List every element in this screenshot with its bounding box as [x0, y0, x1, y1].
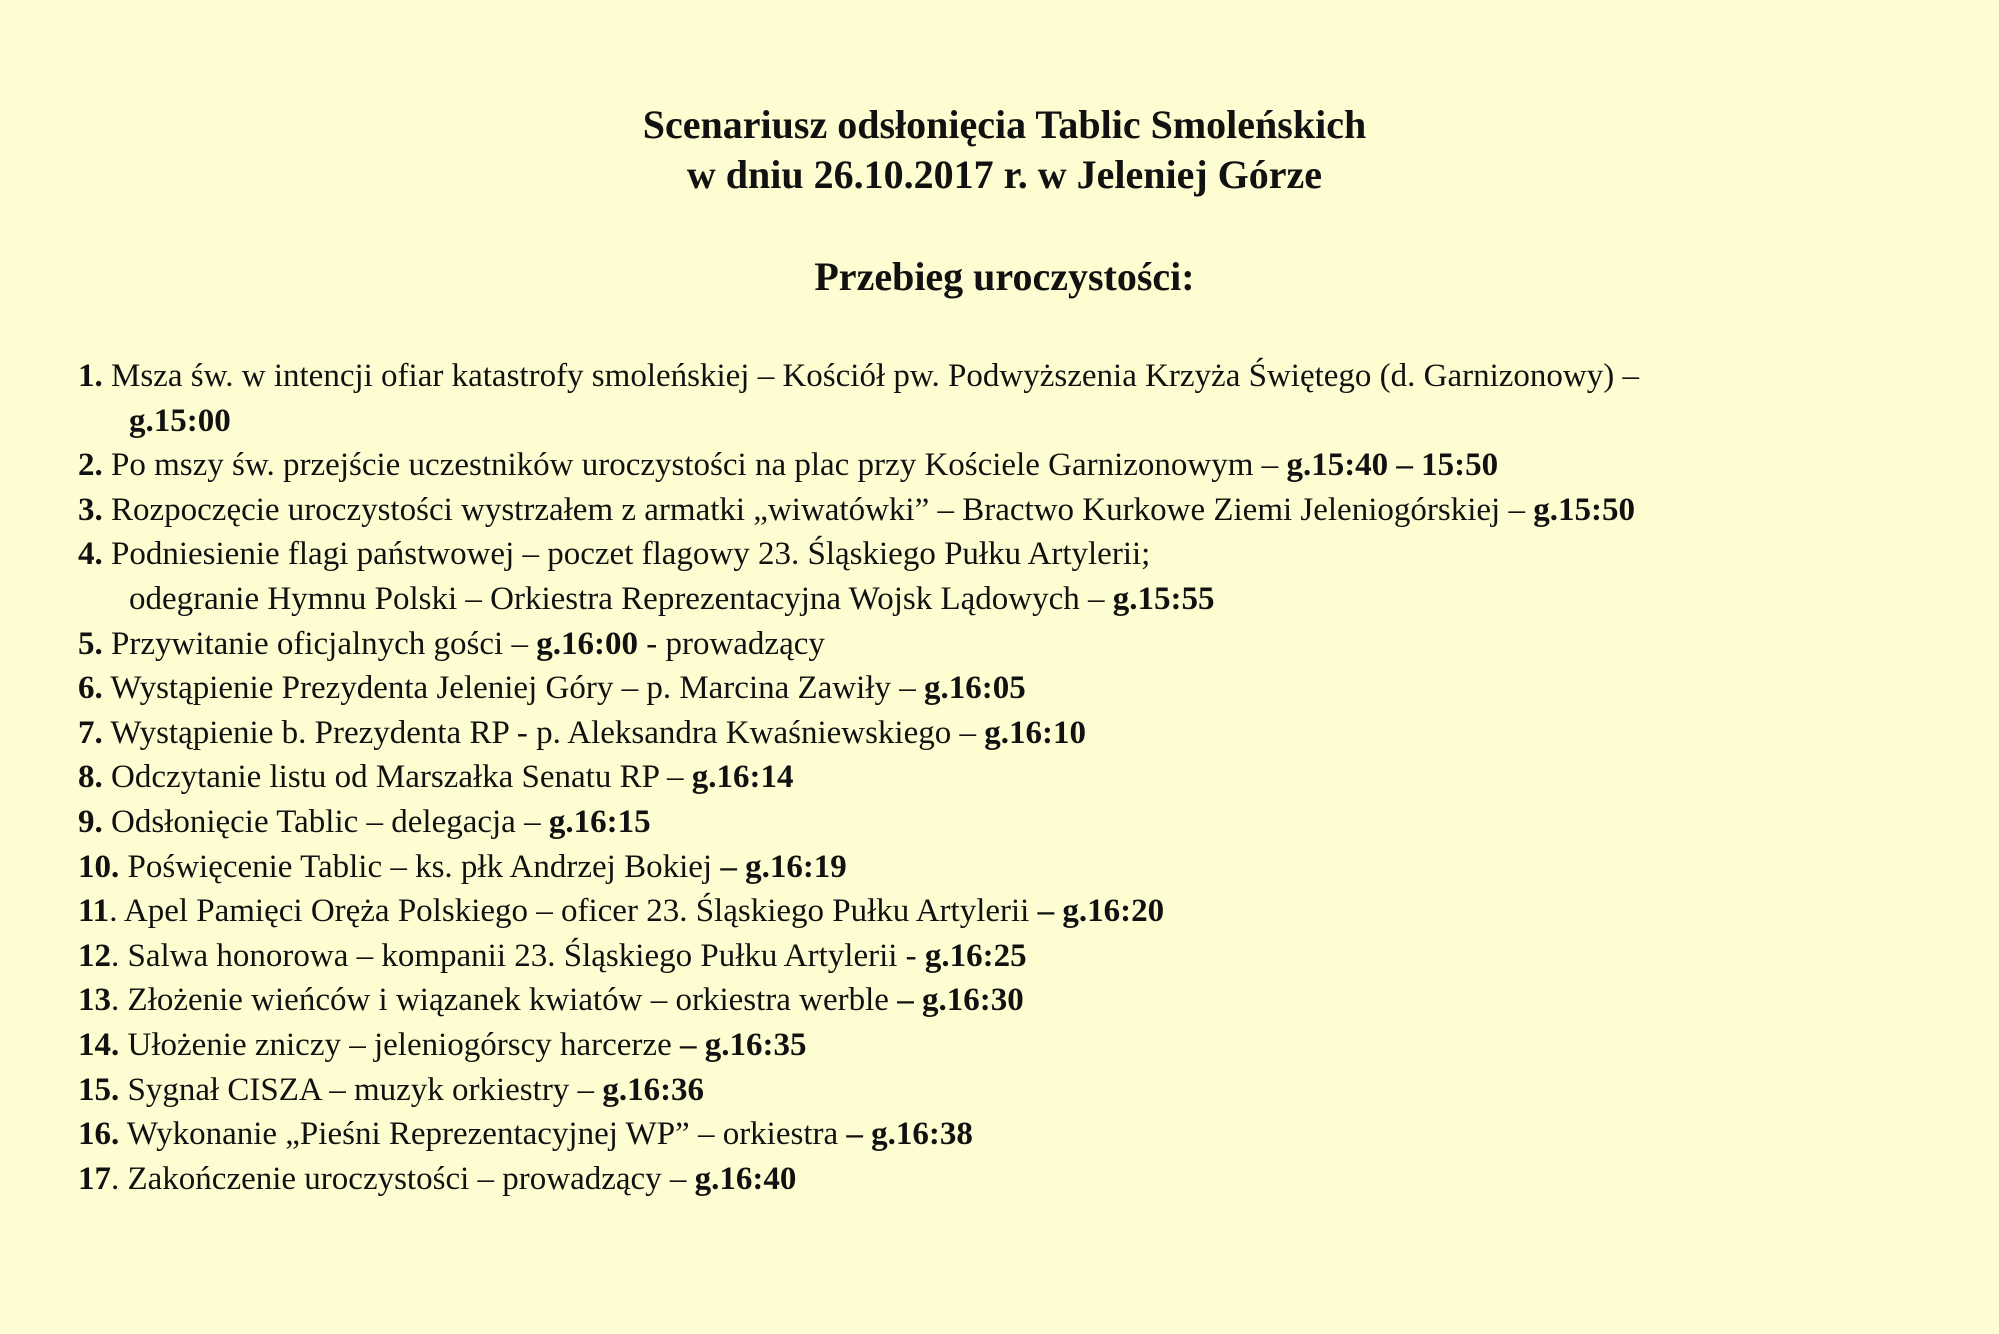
program-item: [78, 532, 1968, 621]
item-note: - prowadzący: [637, 625, 825, 662]
item-continuation: [78, 577, 1968, 622]
item-time: g.15:40 – 15:50: [1286, 447, 1499, 484]
item-number: 14.: [78, 1026, 120, 1063]
program-item: [78, 755, 1968, 800]
program-item: [78, 1112, 1968, 1157]
program-item: [78, 622, 1968, 667]
item-number: 16.: [78, 1116, 120, 1153]
item-number: 3.: [78, 491, 103, 528]
program-item: [78, 666, 1968, 711]
item-text: Rozpoczęcie uroczystości wystrzałem z armatki „wiwatówki” – Bractwo Kurkowe Ziemi Jeleniogórskiej –: [102, 491, 1534, 528]
program-item: [78, 354, 1968, 443]
program-item: [78, 488, 1968, 533]
program-heading: Przebieg uroczystości:: [814, 254, 1195, 299]
program-item: [78, 711, 1968, 756]
item-text: . Zakończenie uroczystości – prowadzący –: [111, 1160, 695, 1197]
item-number: 17: [78, 1160, 111, 1197]
item-time: g.16:40: [694, 1160, 797, 1197]
item-time: g.16:14: [691, 759, 794, 796]
item-text: Wystąpienie Prezydenta Jeleniej Góry – p. Marcina Zawiły –: [102, 670, 924, 707]
item-time: g.16:15: [548, 803, 651, 840]
item-text: Msza św. w intencji ofiar katastrofy smoleńskiej – Kościół pw. Podwyższenia Krzyża Świętego (d. Garnizonowy) –: [102, 358, 1640, 394]
program-item: [78, 1068, 1968, 1113]
item-time: – g.16:30: [897, 982, 1024, 1019]
item-text: Przywitanie oficjalnych gości –: [102, 625, 537, 662]
item-number: 15.: [78, 1071, 120, 1108]
program-item: [78, 845, 1968, 890]
item-time: g.15:55: [1112, 580, 1215, 617]
item-text: . Salwa honorowa – kompanii 23. Śląskiego Pułku Artylerii -: [111, 937, 925, 974]
item-number: 11: [78, 893, 110, 930]
program-item: [78, 934, 1968, 979]
document-title-line-2: w dniu 26.10.2017 r. w Jeleniej Górze: [686, 152, 1323, 197]
item-time: g.16:10: [984, 714, 1086, 751]
item-time: g.16:05: [923, 670, 1026, 707]
item-number: 6.: [78, 670, 103, 707]
item-number: 13: [78, 982, 111, 1019]
item-time: g.16:25: [924, 937, 1027, 974]
item-text: Wystąpienie b. Prezydenta RP - p. Aleksandra Kwaśniewskiego –: [102, 714, 985, 751]
program-item: [78, 800, 1968, 845]
program-item: [78, 978, 1968, 1023]
item-time: g.15:00: [129, 402, 231, 439]
item-text: Odsłonięcie Tablic – delegacja –: [102, 803, 549, 840]
item-text: Poświęcenie Tablic – ks. płk Andrzej Bokiej: [119, 848, 721, 885]
program-list: [78, 354, 1968, 1201]
item-text: odegranie Hymnu Polski – Orkiestra Reprezentacyjna Wojsk Lądowych –: [129, 580, 1113, 617]
item-time: – g.16:20: [1037, 893, 1165, 930]
item-text: . Apel Pamięci Oręża Polskiego – oficer 23. Śląskiego Pułku Artylerii: [109, 893, 1038, 930]
item-text: Podniesienie flagi państwowej – poczet flagowy 23. Śląskiego Pułku Artylerii;: [102, 536, 1151, 573]
item-text: Wykonanie „Pieśni Reprezentacyjnej WP” – orkiestra: [119, 1116, 847, 1153]
item-text: Odczytanie listu od Marszałka Senatu RP –: [102, 759, 692, 796]
item-time: g.16:36: [602, 1071, 705, 1108]
item-number: 4.: [78, 536, 103, 573]
item-time: g.15:50: [1533, 491, 1635, 528]
item-text: Ułożenie zniczy – jeleniogórscy harcerze: [119, 1026, 680, 1063]
program-item: [78, 443, 1968, 488]
item-number: 2.: [78, 447, 103, 484]
program-item: [78, 1157, 1968, 1202]
item-number: 1.: [78, 358, 103, 394]
program-item: [78, 889, 1968, 934]
item-number: 12: [78, 937, 111, 974]
item-number: 5.: [78, 625, 103, 662]
item-time: – g.16:35: [679, 1026, 807, 1063]
item-time: g.16:00: [536, 625, 638, 662]
item-number: 9.: [78, 803, 103, 840]
item-number: 7.: [78, 714, 103, 751]
item-number: 10.: [78, 848, 120, 885]
program-item: [78, 1023, 1968, 1068]
item-number: 8.: [78, 759, 103, 796]
item-text: Po mszy św. przejście uczestników uroczystości na plac przy Kościele Garnizonowym –: [102, 447, 1287, 484]
item-text: Sygnał CISZA – muzyk orkiestry –: [119, 1071, 603, 1108]
item-text: . Złożenie wieńców i wiązanek kwiatów – orkiestra werble: [111, 982, 898, 1019]
item-time: – g.16:38: [846, 1116, 973, 1153]
document-title-line-1: Scenariusz odsłonięcia Tablic Smoleńskich: [642, 102, 1367, 147]
item-time: – g.16:19: [720, 848, 847, 885]
